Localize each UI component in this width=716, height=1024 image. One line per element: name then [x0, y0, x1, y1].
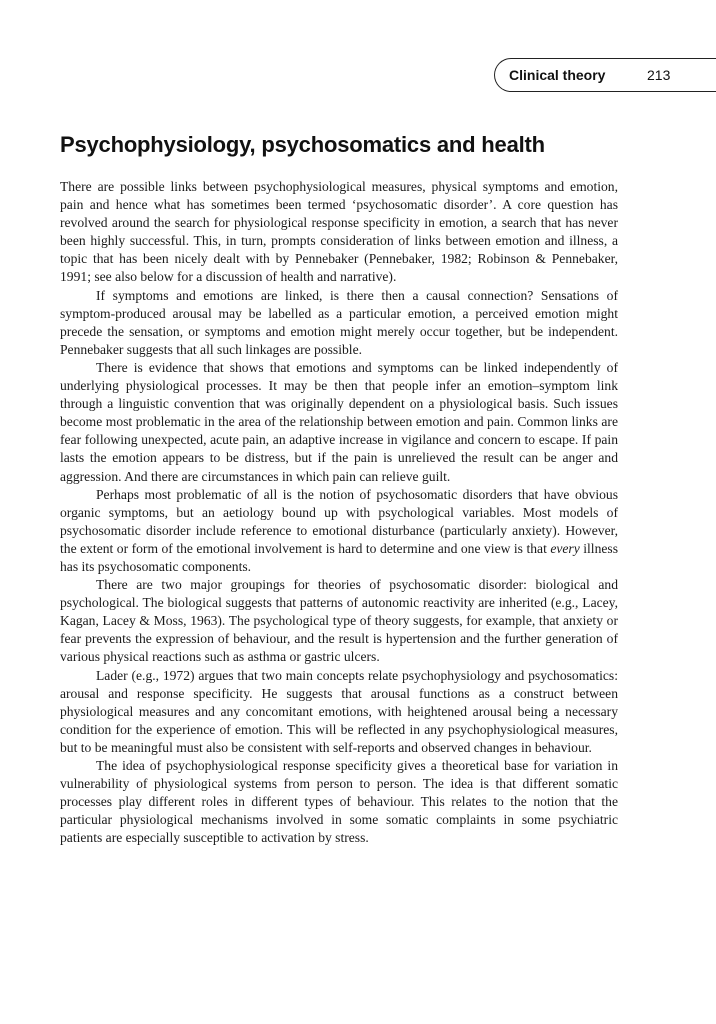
paragraph-4: Perhaps most problematic of all is the notion of psychosomatic disorders that have obvious organic symptoms, but an aetiology bound up with psychological variables. Most models of psychosomatic disorder include reference to emotional disturbance (particularly anxiety). However, the extent or form of the emotional involvement is hard to determine and one view is that every illness has its psychosomatic components. [60, 486, 618, 574]
running-head-section: Clinical theory [509, 67, 606, 83]
paragraph-2: If symptoms and emotions are linked, is there then a causal connection? Sensations of symptom-produced arousal may be labelled as a particular emotion, a perceived emotion might precede the sensation, or symptoms and emotion might merely occur together, but be independent. Pennebaker suggests that all such linkages are possible. [60, 287, 618, 357]
running-head [494, 58, 716, 92]
page-number: 213 [647, 67, 671, 83]
paragraph-1: There are possible links between psychophysiological measures, physical symptoms and emotion, pain and hence what has sometimes been termed ‘psychosomatic disorder’. A core question has revolved around the search for physiological response specificity in emotion, a search that has never been highly successful. This, in turn, prompts consideration of links between emotion and illness, a topic that has been nicely dealt with by Pennebaker (Pennebaker, 1982; Robinson & Pennebaker, 1991; see also below for a discussion of health and narrative). [60, 179, 618, 285]
emphasis-every: every [550, 540, 580, 556]
paragraph-6: Lader (e.g., 1972) argues that two main concepts relate psychophysiology and psychosomatics: arousal and response specificity. He suggests that arousal functions as a construct between physiological measures and any concomitant emotions, with heightened arousal being a necessary condition for the experience of emotion. This will be reflected in any psychophysiological measures, but to be meaningful must also be consistent with self-reports and observed changes in behaviour. [60, 667, 618, 755]
body-text [60, 178, 618, 847]
section-title: Psychophysiology, psychosomatics and health [60, 132, 545, 157]
paragraph-3: There is evidence that shows that emotions and symptoms can be linked independently of underlying physiological processes. It may be then that people infer an emotion–symptom link through a linguistic convention that was originally dependent on a physiological basis. Such issues become most problematic in the area of the relationship between emotion and pain. Common links are fear following unexpected, acute pain, an adaptive increase in vigilance and concern to escape. If pain lasts the emotion appears to be distress, but if the pain is unrelieved the result can be anger and aggression. And there are circumstances in which pain can relieve guilt. [60, 359, 618, 484]
paragraph-5: There are two major groupings for theories of psychosomatic disorder: biological and psychological. The biological suggests that patterns of autonomic reactivity are inherited (e.g., Lacey, Kagan, Lacey & Moss, 1963). The psychological type of theory suggests, for example, that anxiety or fear prevents the expression of behaviour, and the result is hypertension and the further generation of various physical reactions such as asthma or gastric ulcers. [60, 577, 618, 665]
paragraph-7: The idea of psychophysiological response specificity gives a theoretical base for variation in vulnerability of physiological systems from person to person. The idea is that different somatic processes play different roles in different types of behaviour. This relates to the notion that the particular physiological mechanisms involved in some somatic complaints in some psychiatric patients are especially susceptible to activation by stress. [60, 758, 618, 846]
